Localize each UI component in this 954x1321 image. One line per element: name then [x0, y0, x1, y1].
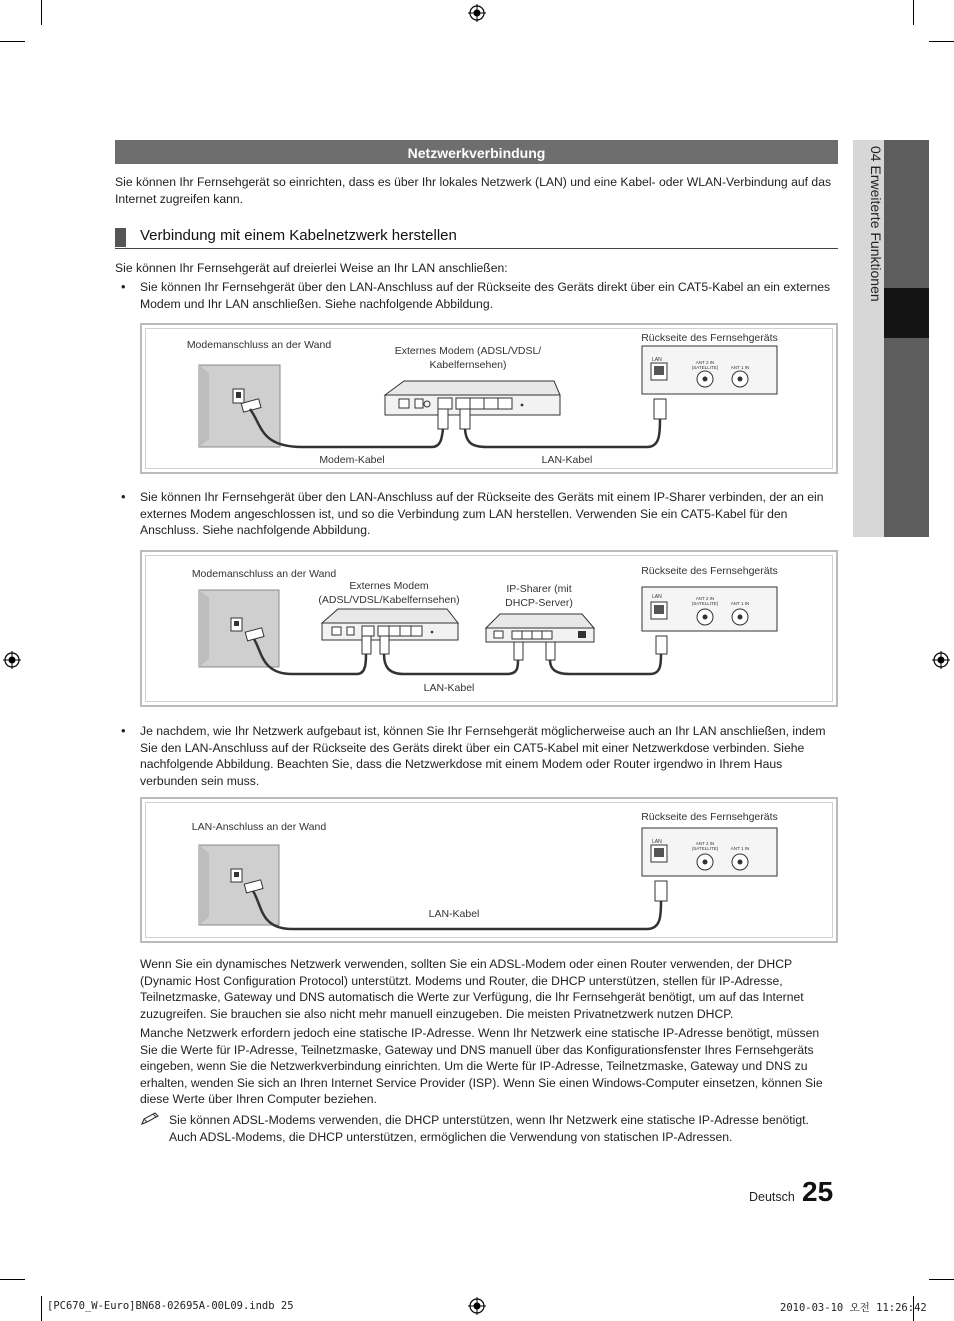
bullet-text: Sie können Ihr Fernsehgerät über den LAN-Anschluss auf der Rückseite des Geräts mit einem IP-Sharer verbinden, der an ein externes Modem angeschlossen ist, und so die Verbindung zum LAN herstellen. Verwenden Sie ein CAT5-Kabel für den Anschluss. Siehe nachfolgende Abbildung.: [140, 490, 824, 537]
tv-ant2-label: ANT 2 IN (SATELLITE): [691, 360, 719, 370]
chapter-title: 04 Erweiterte Funktionen: [868, 146, 884, 302]
tv-lan-port-label: LAN: [652, 594, 662, 600]
section-title: Netzwerkverbindung: [115, 140, 838, 164]
tv-ant2-label: ANT 2 IN (SATELLITE): [691, 841, 719, 851]
tv-rear-label: Rückseite des Fernsehgeräts: [641, 565, 778, 577]
crop-mark: [929, 41, 954, 42]
modem-label: Externes Modem (ADSL/VDSL/Kabelfernsehen): [318, 580, 460, 606]
registration-mark-icon: [468, 1297, 486, 1315]
intro-paragraph: Sie können Ihr Fernsehgerät so einrichten, dass es über Ihr lokales Netzwerk (LAN) und eine Kabel- oder WLAN-Verbindung auf das Internet zugreifen kann.: [115, 175, 832, 206]
tv-ant1-label: ANT 1 IN: [730, 601, 750, 606]
crop-mark: [0, 41, 25, 42]
note-pencil-icon: [140, 1112, 160, 1126]
wall-lan-socket-label: LAN-Anschluss an der Wand: [191, 821, 327, 833]
diagram-wall-lan: [140, 797, 838, 943]
static-ip-paragraph: Manche Netzwerk erfordern jedoch eine statische IP-Adresse. Wenn Ihr Netzwerk eine statische IP-Adresse benötigt, müssen Sie die Werte für IP-Adresse, Teilnetzmaske, Gateway und DNS manuell über das Konfigurationsfenster Ihres Fernsehgeräts eingeben, wenn Sie die Netzwerkverbindung einrichten. Um die Werte für IP-Adresse, Teilnetzmaske, Gateway und DNS zu erhalten, wenden Sie sich an Ihren Internet Service Provider (ISP). Wenn Sie einen Windows-Computer einsetzen, können Sie diese Werte über Ihren Computer beziehen.: [140, 1026, 823, 1106]
note-text: Sie können ADSL-Modems verwenden, die DHCP unterstützen, wenn Ihr Netzwerk eine statische IP-Adresse benötigt. Auch ADSL-Modems, die DHCP unterstützen, ermöglichen die Verwendung von statischen IP-Adressen.: [169, 1113, 809, 1144]
bullet-marker: •: [121, 279, 126, 294]
lan-cable-label: LAN-Kabel: [541, 454, 593, 466]
modem-label: Externes Modem (ADSL/VDSL/ Kabelfernsehen): [394, 345, 542, 371]
crop-mark: [41, 1296, 42, 1321]
crop-mark: [0, 1279, 25, 1280]
chapter-marker: [884, 288, 929, 338]
bullet-marker: •: [121, 723, 126, 738]
tv-rear-label: Rückseite des Fernsehgeräts: [641, 811, 778, 823]
diagram-ip-sharer: [140, 550, 838, 707]
subheading: [115, 226, 838, 249]
tv-ant1-label: ANT 1 IN: [730, 365, 750, 370]
subheading-marker: [115, 228, 126, 247]
tv-lan-port-label: LAN: [652, 357, 662, 363]
crop-mark: [41, 0, 42, 25]
registration-mark-icon: [3, 651, 21, 669]
tv-rear-label: Rückseite des Fernsehgeräts: [641, 332, 778, 344]
bullet-text: Je nachdem, wie Ihr Netzwerk aufgebaut ist, können Sie Ihr Fernsehgerät möglicherweise auch an Ihr LAN anschließen, indem Sie den LAN-Anschluss auf der Rückseite des Geräts direkt über ein CAT5-Kabel mit einer Netzwerkdose verbinden. Siehe nachfolgende Abbildung. Beachten Sie, dass die Netzwerkdose mit einem Modem oder Router irgendwo in Ihrem Haus verbunden sein muss.: [140, 724, 826, 788]
wall-socket-label: Modemanschluss an der Wand: [186, 339, 332, 351]
registration-mark-icon: [932, 651, 950, 669]
tv-ant1-label: ANT 1 IN: [730, 846, 750, 851]
lan-cable-label: LAN-Kabel: [428, 908, 480, 920]
dhcp-paragraph: Wenn Sie ein dynamisches Netzwerk verwenden, sollten Sie ein ADSL-Modem oder einen Router verwenden, der DHCP (Dynamic Host Configuration Protocol) unterstützt. Modems und Router, die DHCP unterstützen, stellen für IP-Adresse, Teilnetzmaske, Gateway und DNS automatisch die Werte zur Verfügung, die Ihr Fernsehgerät benötigt, um auf das Internet zuzugreifen. Sie brauchen sie also nicht mehr manuell einzugeben. Die meisten Privatnetzwerk nutzen DHCP.: [140, 957, 804, 1021]
modem-cable-label: Modem-Kabel: [319, 454, 385, 466]
page-number: 25: [802, 1176, 834, 1207]
registration-mark-icon: [468, 4, 486, 22]
ip-sharer-label: IP-Sharer (mit DHCP-Server): [505, 583, 573, 609]
bullet-marker: •: [121, 489, 126, 504]
bullet-text: Sie können Ihr Fernsehgerät über den LAN-Anschluss auf der Rückseite des Geräts direkt über ein CAT5-Kabel an ein externes Modem und Ihr LAN anschließen. Siehe nachfolgende Abbildung.: [140, 280, 831, 311]
crop-mark: [929, 1279, 954, 1280]
tv-lan-port-label: LAN: [652, 839, 662, 845]
chapter-side-tab: [853, 140, 929, 537]
tv-ant2-label: ANT 2 IN (SATELLITE): [691, 596, 719, 606]
wall-socket-label: Modemanschluss an der Wand: [191, 568, 337, 580]
footer-timestamp: 2010-03-10 오전 11:26:42: [780, 1302, 927, 1314]
footer-file-info: [PC670_W-Euro]BN68-02695A-00L09.indb 25: [47, 1300, 294, 1312]
crop-mark: [913, 0, 914, 25]
subheading-text: Verbindung mit einem Kabelnetzwerk herstellen: [140, 227, 457, 244]
diagram-direct-modem: [140, 323, 838, 474]
lan-cable-label: LAN-Kabel: [423, 682, 475, 694]
page-language: Deutsch: [749, 1190, 795, 1204]
lead-paragraph: Sie können Ihr Fernsehgerät auf dreierlei Weise an Ihr LAN anschließen:: [115, 261, 508, 275]
